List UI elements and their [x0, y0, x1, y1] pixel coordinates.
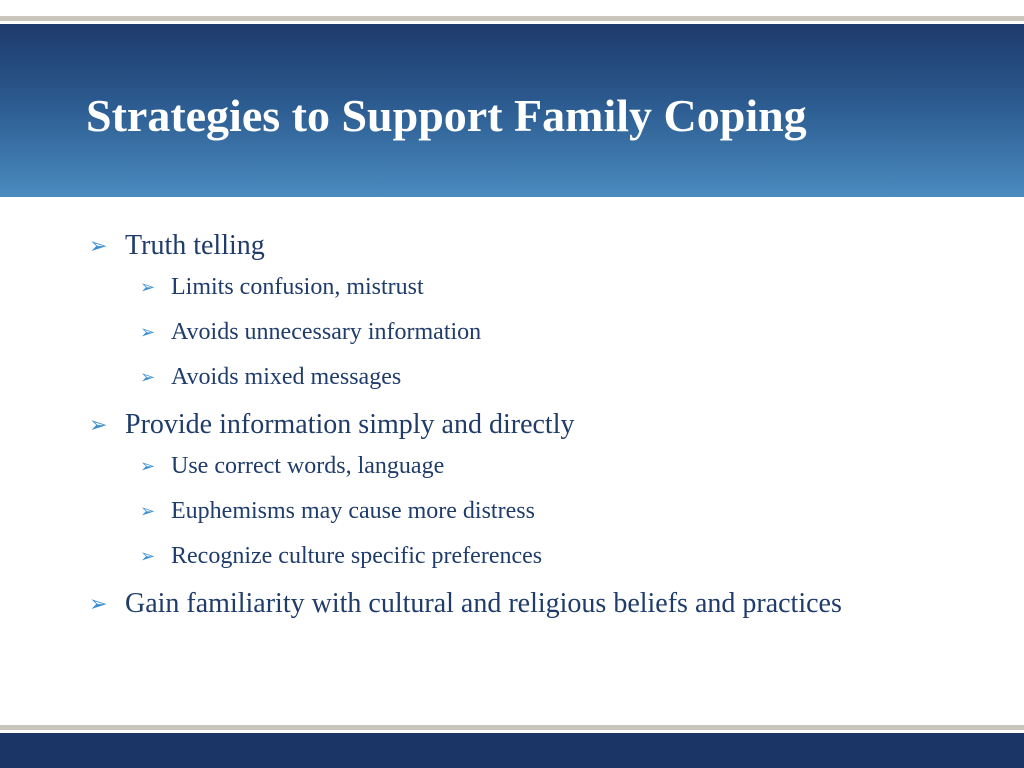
bullet-text: Gain familiarity with cultural and religious beliefs and practices [125, 588, 842, 619]
sub-bullet-item [0, 449, 1024, 483]
footer-band [0, 733, 1024, 768]
sub-bullet-text: Recognize culture specific preferences [171, 543, 543, 569]
sub-bullet-item [0, 270, 1024, 304]
arrow-bullet-icon: ➢ [140, 546, 156, 566]
bottom-divider [0, 725, 1024, 730]
arrow-bullet-icon: ➢ [89, 591, 108, 616]
arrow-bullet-icon: ➢ [140, 456, 156, 476]
bullet-text: Provide information simply and directly [125, 409, 575, 440]
arrow-bullet-icon: ➢ [140, 322, 156, 342]
bullet-item [0, 405, 885, 445]
sub-bullet-text: Avoids mixed messages [171, 364, 402, 390]
arrow-bullet-icon: ➢ [89, 412, 108, 437]
sub-bullet-text: Avoids unnecessary information [171, 319, 482, 345]
arrow-bullet-icon: ➢ [89, 233, 108, 258]
bullet-item [0, 226, 885, 266]
bullet-item [0, 584, 885, 624]
sub-bullet-item [0, 315, 1024, 349]
sub-bullet-item [0, 494, 1024, 528]
arrow-bullet-icon: ➢ [140, 367, 156, 387]
sub-bullet-item [0, 539, 1024, 573]
slide-title: Strategies to Support Family Coping [86, 90, 807, 141]
arrow-bullet-icon: ➢ [140, 501, 156, 521]
sub-bullet-text: Euphemisms may cause more distress [171, 498, 535, 524]
sub-bullet-text: Use correct words, language [171, 453, 445, 479]
sub-bullet-text: Limits confusion, mistrust [171, 274, 424, 300]
bullet-list [0, 226, 1024, 628]
sub-bullet-item [0, 360, 1024, 394]
arrow-bullet-icon: ➢ [140, 277, 156, 297]
bullet-text: Truth telling [125, 230, 265, 261]
top-divider [0, 16, 1024, 21]
